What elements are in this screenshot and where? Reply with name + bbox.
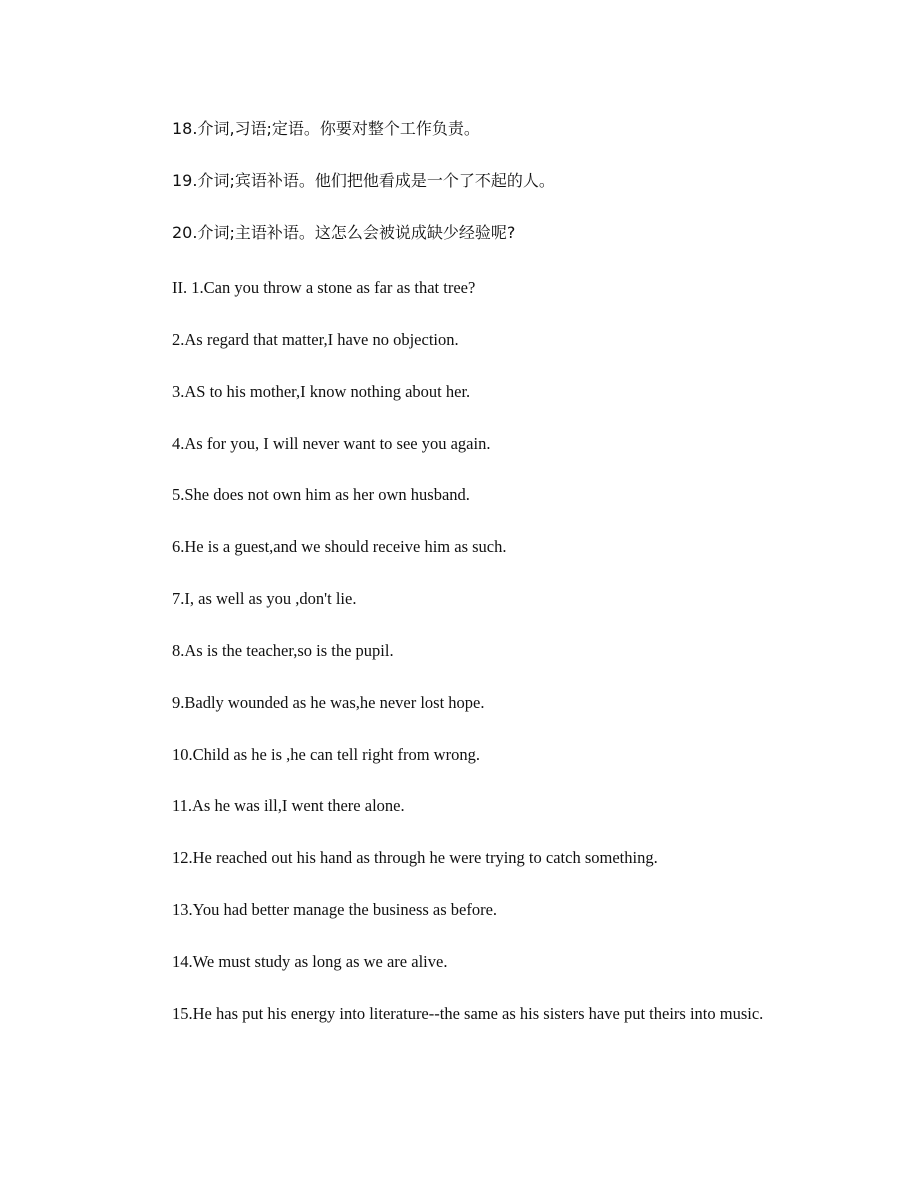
sentence-line-2: 2.As regard that matter,I have no objection. [172,330,459,349]
chinese-line-20: 20.介词;主语补语。这怎么会被说成缺少经验呢? [172,223,516,242]
sentence-line-8: 8.As is the teacher,so is the pupil. [172,641,394,660]
sentence-line-13: 13.You had better manage the business as before. [172,900,498,919]
sentence-line-10: 10.Child as he is ,he can tell right from wrong. [172,745,480,764]
sentence-line-5: 5.She does not own him as her own husband. [172,485,470,504]
sentence-line-7: 7.I, as well as you ,don't lie. [172,589,357,608]
sentence-line-12: 12.He reached out his hand as through he were trying to catch something. [172,848,658,867]
chinese-line-19: 19.介词;宾语补语。他们把他看成是一个了不起的人。 [172,171,555,190]
sentence-line-14: 14.We must study as long as we are alive. [172,952,448,971]
sentence-line-11: 11.As he was ill,I went there alone. [172,796,405,815]
sentence-paragraph-15: 15.He has put his energy into literature--the same as his sisters have put theirs into music. [172,1004,764,1023]
sentence-line-6: 6.He is a guest,and we should receive him as such. [172,537,507,556]
sentence-line-3: 3.AS to his mother,I know nothing about her. [172,382,471,401]
sentence-line-1: II. 1.Can you throw a stone as far as that tree? [172,278,476,297]
sentence-line-4: 4.As for you, I will never want to see you again. [172,434,491,453]
chinese-line-18: 18.介词,习语;定语。你要对整个工作负责。 [172,119,480,138]
sentence-line-9: 9.Badly wounded as he was,he never lost hope. [172,693,485,712]
